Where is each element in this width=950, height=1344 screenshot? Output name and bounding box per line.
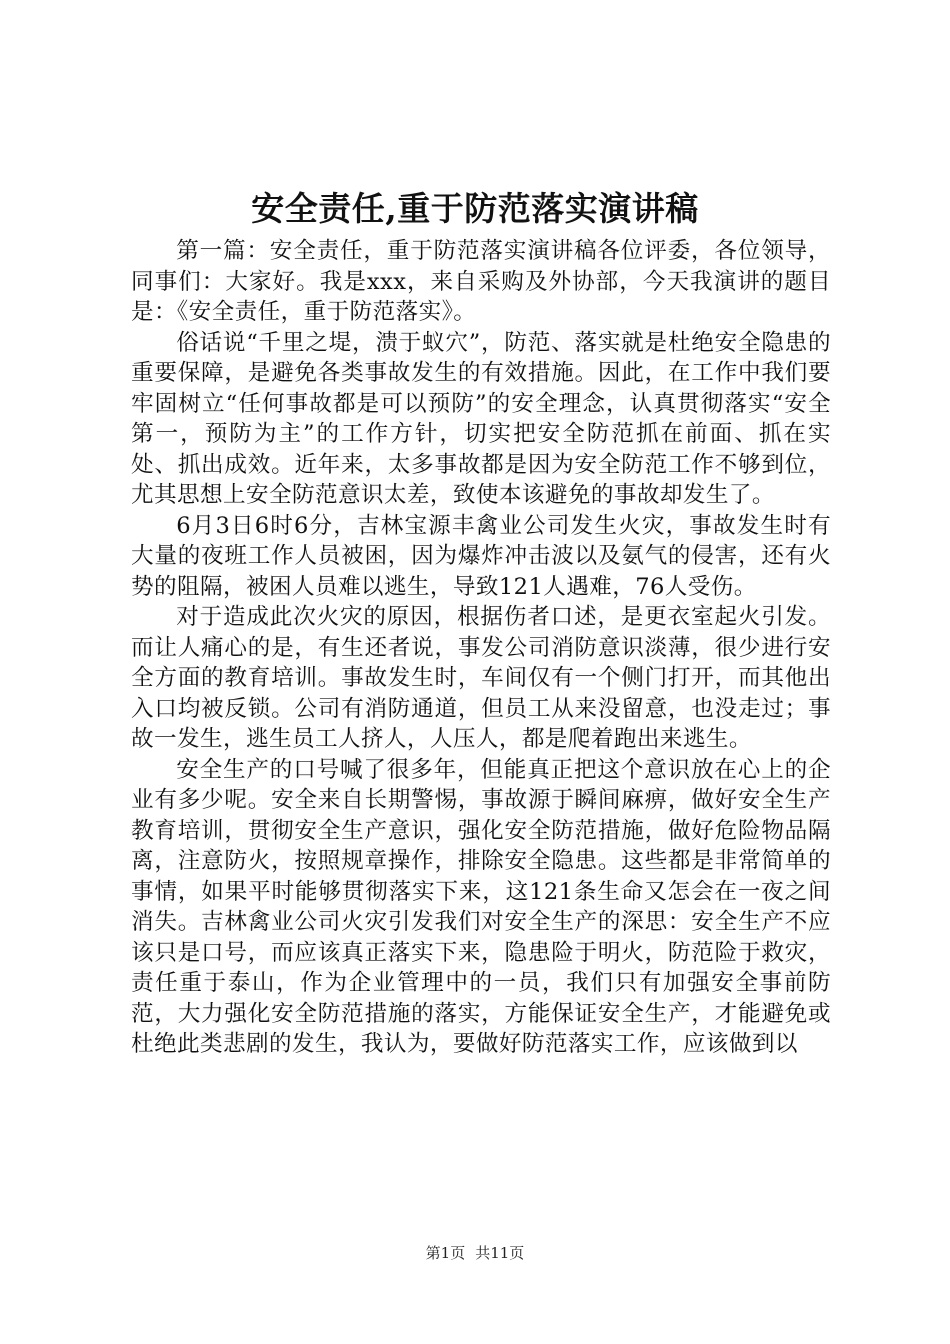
page-total: 共11页	[475, 1244, 525, 1262]
paragraph: 第一篇：安全责任，重于防范落实演讲稿各位评委，各位领导，同事们：大家好。我是xxx，来自采购及外协部，今天我演讲的题目是：《安全责任，重于防范落实》。	[131, 238, 831, 325]
page-number: 第1页	[425, 1244, 466, 1262]
paragraph: 安全生产的口号喊了很多年，但能真正把这个意识放在心上的企业有多少呢。安全来自长期警惕，事故源于瞬间麻痹，做好安全生产教育培训，贯彻安全生产意识，强化安全防范措施，做好危险物品隔离，注意防火，按照规章操作，排除安全隐患。这些都是非常简单的事情，如果平时能够贯彻落实下来，这121条生命又怎会在一夜之间消失。吉林禽业公司火灾引发我们对安全生产的深思：安全生产不应该只是口号，而应该真正落实下来，隐患险于明火，防范险于救灾，责任重于泰山，作为企业管理中的一员，我们只有加强安全事前防范，大力强化安全防范措施的落实，方能保证安全生产，才能避免或杜绝此类悲剧的发生，我认为，要做好防范落实工作，应该做到以	[131, 756, 831, 1057]
paragraph: 俗话说“千里之堤，溃于蚁穴”，防范、落实就是杜绝安全隐患的重要保障，是避免各类事故发生的有效措施。因此，在工作中我们要牢固树立“任何事故都是可以预防”的安全理念，认真贯彻落实“安全第一，预防为主”的工作方针，切实把安全防范抓在前面、抓在实处、抓出成效。近年来，太多事故都是因为安全防范工作不够到位，尤其思想上安全防范意识太差，致使本该避免的事故却发生了。	[131, 329, 831, 508]
document-body	[131, 236, 831, 1060]
paragraph: 6月3日6时6分，吉林宝源丰禽业公司发生火灾，事故发生时有大量的夜班工作人员被困，因为爆炸冲击波以及氨气的侵害，还有火势的阻隔，被困人员难以逃生，导致121人遇难，76人受伤。	[131, 512, 831, 600]
paragraph: 对于造成此次火灾的原因，根据伤者口述，是更衣室起火引发。而让人痛心的是，有生还者说，事发公司消防意识淡薄，很少进行安全方面的教育培训。事故发生时，车间仅有一个侧门打开，而其他出入口均被反锁。公司有消防通道，但员工从来没留意，也没走过；事故一发生，逃生员工人挤人，人压人，都是爬着跑出来逃生。	[131, 604, 831, 752]
page-footer	[0, 1243, 950, 1263]
document-title: 安全责任,重于防范落实演讲稿	[251, 189, 699, 228]
